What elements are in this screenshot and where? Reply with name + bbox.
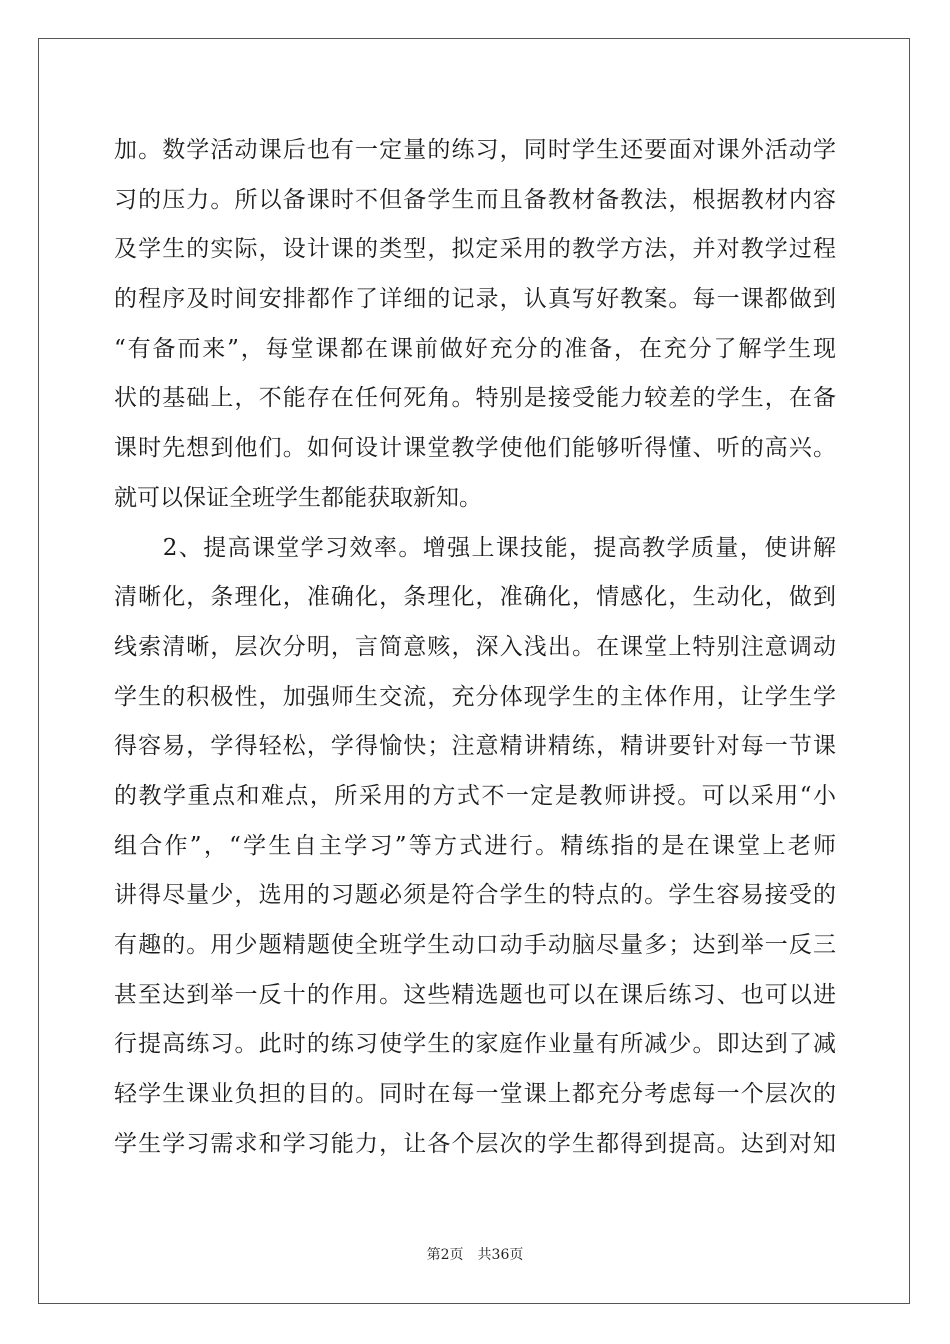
text-line-15: 组合作”，“学生自主学习”等方式进行。精练指的是在课堂上老师 [114, 832, 836, 859]
text-line-21: 学生学习需求和学习能力，让各个层次的学生都得到提高。达到对知 [114, 1130, 836, 1157]
document-body [114, 126, 836, 1169]
text-line-10: 清晰化，条理化，准确化，条理化，准确化，情感化，生动化，做到 [114, 584, 836, 611]
total-pages: 共36页 [477, 1247, 524, 1263]
text-line-3: 及学生的实际，设计课的类型，拟定采用的教学方法，并对教学过程 [114, 236, 836, 263]
text-line-8: 就可以保证全班学生都能获取新知。 [114, 484, 482, 511]
text-line-5: “有备而来”，每堂课都在课前做好充分的准备，在充分了解学生现 [114, 335, 836, 362]
page-footer [0, 1244, 950, 1264]
text-line-11: 线索清晰，层次分明，言简意赅，深入浅出。在课堂上特别注意调动 [114, 633, 836, 660]
text-line-4: 的程序及时间安排都作了详细的记录，认真写好教案。每一课都做到 [114, 286, 836, 313]
text-line-20: 轻学生课业负担的目的。同时在每一堂课上都充分考虑每一个层次的 [114, 1081, 836, 1108]
text-line-14: 的教学重点和难点，所采用的方式不一定是教师讲授。可以采用“小 [114, 782, 836, 809]
text-line-6: 状的基础上，不能存在任何死角。特别是接受能力较差的学生，在备 [114, 385, 836, 412]
text-line-17: 有趣的。用少题精题使全班学生动口动手动脑尽量多；达到举一反三 [114, 932, 836, 958]
text-line-12: 学生的积极性，加强师生交流，充分体现学生的主体作用，让学生学 [114, 683, 836, 710]
text-line-2: 习的压力。所以备课时不但备学生而且备教材备教法，根据教材内容 [114, 186, 836, 213]
text-line-16: 讲得尽量少，选用的习题必须是符合学生的特点的。学生容易接受的 [114, 882, 836, 909]
page-number: 第2页 [426, 1247, 464, 1263]
text-line-1: 加。数学活动课后也有一定量的练习，同时学生还要面对课外活动学 [114, 137, 836, 163]
text-line-18: 甚至达到举一反十的作用。这些精选题也可以在课后练习、也可以进 [114, 981, 836, 1008]
text-line-7: 课时先想到他们。如何设计课堂教学使他们能够听得懂、听的高兴。 [114, 435, 836, 462]
text-line-19: 行提高练习。此时的练习使学生的家庭作业量有所减少。即达到了减 [114, 1031, 836, 1058]
text-line-9: 2、提高课堂学习效率。增强上课技能，提高教学质量，使讲解 [114, 534, 836, 561]
text-line-13: 得容易，学得轻松，学得愉快；注意精讲精练，精讲要针对每一节课 [114, 733, 836, 760]
